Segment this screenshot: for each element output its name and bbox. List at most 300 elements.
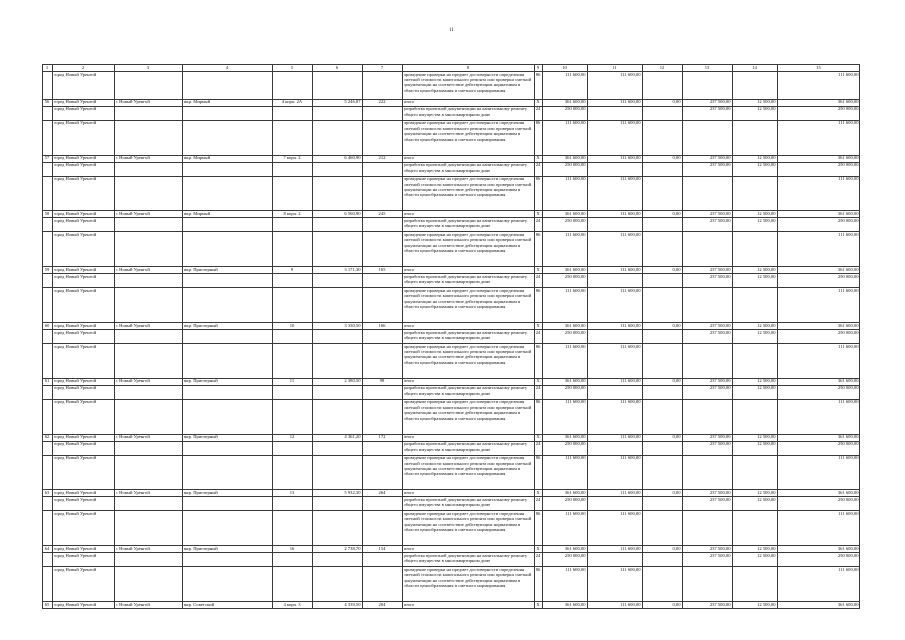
cell-col-9: X: [536, 545, 540, 551]
column-rule-0: [42, 64, 43, 609]
cell-col-5: 4 корп. 2А: [281, 99, 303, 105]
cell-col-10: 361 600,00: [564, 155, 586, 161]
column-rule-11: [642, 64, 643, 609]
cell-col-10: 361 600,00: [564, 434, 586, 440]
cell-col-9: X: [536, 490, 540, 496]
row-number: 58: [44, 211, 50, 217]
cell-col-14: 12 500,00: [757, 441, 776, 447]
cell-col-9: 86: [535, 287, 541, 293]
cell-col-15: 250 000,00: [837, 218, 859, 224]
cell-col-4: мкр. Приозерный: [183, 490, 218, 496]
cell-col-15: 111 600,00: [838, 71, 859, 77]
cell-col-9: 24: [535, 552, 541, 558]
cell-col-6: 3 330,50: [344, 322, 361, 328]
cell-col-15: 111 600,00: [838, 455, 859, 461]
cell-col-12: 0,00: [672, 211, 681, 217]
cell-col-15: 250 000,00: [837, 385, 859, 391]
cell-col-3: г. Новый Уренгой: [115, 601, 150, 607]
cell-col-6: 6 460,90: [344, 155, 361, 161]
cell-col-10: 361 600,00: [564, 266, 586, 272]
cell-col-8: итого: [403, 266, 415, 272]
cell-col-4: мкр. Приозерный: [183, 266, 218, 272]
column-rule-15: [859, 64, 860, 609]
cell-col-8: проведение проверки на предмет достоверности определения сметной стоимости капитального ремонта или проверки сметной документации на соответствие действующим нормативам в области ценообразования и сметного нормирования: [403, 176, 532, 198]
cell-col-8: итого: [403, 211, 415, 217]
cell-col-12: 0,00: [672, 378, 681, 384]
cell-col-4: мкр. Приозерный: [183, 434, 218, 440]
cell-col-2: город Новый Уренгой: [53, 106, 97, 112]
cell-col-14: 12 500,00: [757, 273, 776, 279]
cell-col-10: 361 600,00: [564, 490, 586, 496]
cell-col-13: 237 500,00: [709, 99, 731, 105]
cell-col-9: X: [536, 601, 540, 607]
cell-col-13: 237 500,00: [709, 434, 731, 440]
cell-col-2: город Новый Уренгой: [53, 399, 97, 405]
cell-col-2: город Новый Уренгой: [53, 71, 97, 77]
cell-col-13: 237 500,00: [709, 106, 731, 112]
cell-col-10: 111 600,00: [565, 232, 586, 237]
row-number: 63: [44, 490, 50, 496]
cell-col-14: 12 500,00: [757, 490, 776, 496]
cell-col-15: 250 000,00: [837, 329, 859, 335]
cell-col-7: 172: [378, 434, 386, 440]
cell-col-9: X: [536, 322, 540, 328]
cell-col-3: г. Новый Уренгой: [115, 322, 150, 328]
column-header-9: 9: [536, 64, 540, 70]
cell-col-2: город Новый Уренгой: [53, 497, 97, 502]
cell-col-10: 250 000,00: [564, 273, 586, 279]
cell-col-2: город Новый Уренгой: [53, 566, 97, 572]
cell-col-10: 250 000,00: [564, 329, 586, 335]
cell-col-2: город Новый Уренгой: [53, 434, 97, 440]
cell-col-11: 111 600,00: [620, 601, 641, 607]
cell-col-2: город Новый Уренгой: [53, 490, 97, 496]
cell-col-10: 111 600,00: [565, 510, 586, 516]
cell-col-14: 12 500,00: [757, 378, 776, 384]
cell-col-6: 6 560,90: [344, 211, 361, 217]
cell-col-10: 250 000,00: [564, 385, 586, 391]
cell-col-2: город Новый Уренгой: [53, 176, 97, 182]
column-rule-10: [587, 64, 588, 609]
cell-col-11: 111 600,00: [620, 399, 641, 405]
cell-col-8: разработка проектной документации на капитальному ремонту общего имущества в многоквартирном доме: [403, 329, 528, 341]
cell-col-5: 16: [289, 545, 295, 551]
cell-col-11: 111 600,00: [620, 378, 641, 384]
cell-col-15: 111 600,00: [838, 120, 859, 126]
cell-col-11: 111 600,00: [620, 99, 641, 105]
cell-col-9: X: [536, 266, 540, 272]
cell-col-8: итого: [403, 99, 415, 105]
row-number: 62: [44, 434, 50, 440]
column-rule-7: [402, 64, 403, 609]
cell-col-14: 12 500,00: [757, 434, 776, 440]
column-rule-2: [114, 64, 115, 609]
cell-col-9: 24: [535, 329, 541, 335]
cell-col-13: 237 500,00: [709, 329, 731, 335]
cell-col-8: итого: [403, 322, 415, 328]
cell-col-11: 111 600,00: [620, 211, 641, 217]
cell-col-8: итого: [403, 378, 415, 384]
cell-col-2: город Новый Уренгой: [53, 162, 97, 168]
column-header-10: 10: [562, 64, 567, 70]
cell-col-9: X: [536, 378, 540, 384]
column-rule-4: [272, 64, 273, 609]
column-rule-14: [777, 64, 778, 609]
cell-col-12: 0,00: [672, 490, 681, 496]
column-rule-5: [312, 64, 313, 609]
cell-col-2: город Новый Уренгой: [53, 232, 97, 237]
cell-col-7: 222: [378, 99, 386, 105]
cell-col-8: проведение проверки на предмет достоверности определения сметной стоимости капитального ремонта или проверки сметной документации на соответствие действующим нормативам в области ценообразования и сметного нормирования: [403, 399, 532, 421]
cell-col-5: 10: [289, 322, 295, 328]
cell-col-14: 12 500,00: [757, 155, 776, 161]
cell-col-12: 0,00: [672, 266, 681, 272]
column-rule-6: [362, 64, 363, 609]
column-header-4: 4: [225, 64, 229, 70]
cell-col-13: 237 500,00: [709, 497, 731, 502]
cell-col-9: 24: [535, 497, 541, 502]
cell-col-8: итого: [403, 155, 415, 161]
cell-col-12: 0,00: [672, 99, 681, 105]
cell-col-8: разработка проектной документации на капитальному ремонту общего имущества в многоквартирном доме: [403, 218, 528, 229]
cell-col-9: 24: [535, 218, 541, 224]
cell-col-11: 111 600,00: [620, 566, 641, 572]
cell-col-13: 237 500,00: [709, 155, 731, 161]
cell-col-8: проведение проверки на предмет достоверности определения сметной стоимости капитального ремонта или проверки сметной документации на соответствие действующим нормативам в области ценообразования и сметного нормирования: [403, 232, 532, 254]
column-header-6: 6: [335, 64, 339, 70]
cell-col-9: 86: [535, 399, 541, 405]
cell-col-12: 0,00: [672, 601, 681, 607]
cell-col-11: 111 600,00: [620, 120, 641, 126]
cell-col-2: город Новый Уренгой: [53, 322, 97, 328]
cell-col-6: 2 380,50: [344, 378, 361, 384]
cell-col-2: город Новый Уренгой: [53, 378, 97, 384]
column-header-13: 13: [704, 64, 710, 70]
cell-col-5: 7 корп. 2: [283, 155, 301, 161]
cell-col-13: 237 500,00: [709, 273, 731, 279]
cell-col-14: 12 500,00: [757, 106, 776, 112]
cell-col-10: 250 000,00: [564, 106, 586, 112]
cell-col-9: 86: [535, 455, 541, 461]
cell-col-9: 24: [535, 441, 541, 447]
cell-col-10: 361 600,00: [564, 601, 586, 607]
cell-col-9: 86: [535, 343, 541, 349]
cell-col-11: 111 600,00: [620, 232, 641, 237]
cell-col-2: город Новый Уренгой: [53, 441, 97, 447]
cell-col-15: 111 600,00: [838, 566, 859, 572]
column-rule-1: [52, 64, 53, 609]
cell-col-11: 111 600,00: [620, 510, 641, 516]
cell-col-11: 111 600,00: [620, 455, 641, 461]
cell-col-2: город Новый Уренгой: [53, 385, 97, 391]
cell-col-12: 0,00: [672, 434, 681, 440]
cell-col-10: 111 600,00: [565, 120, 586, 126]
cell-col-9: 24: [535, 106, 541, 112]
cell-col-6: 2 738,70: [344, 545, 361, 551]
cell-col-7: 264: [378, 490, 386, 496]
cell-col-9: 86: [535, 566, 541, 572]
cell-col-5: 9: [290, 266, 294, 272]
cell-col-6: 3 171,30: [344, 266, 361, 272]
cell-col-9: 24: [535, 273, 541, 279]
column-header-15: 15: [816, 64, 821, 70]
cell-col-11: 111 600,00: [620, 545, 641, 551]
cell-col-15: 361 600,00: [837, 601, 859, 607]
cell-col-14: 12 500,00: [757, 497, 776, 502]
cell-col-9: X: [536, 211, 540, 217]
cell-col-2: город Новый Уренгой: [53, 155, 97, 161]
cell-col-3: г. Новый Уренгой: [115, 434, 150, 440]
cell-col-7: 98: [379, 378, 385, 384]
cell-col-13: 237 500,00: [709, 545, 731, 551]
cell-col-2: город Новый Уренгой: [53, 552, 97, 558]
cell-col-8: проведение проверки на предмет достоверности определения сметной стоимости капитального ремонта или проверки сметной документации на соответствие действующим нормативам в области ценообразования и сметного нормирования: [403, 120, 532, 142]
column-header-12: 12: [659, 64, 665, 70]
cell-col-9: X: [536, 99, 540, 105]
cell-col-8: проведение проверки на предмет достоверности определения сметной стоимости капитального ремонта или проверки сметной документации на соответствие действующим нормативам в области ценообразования и сметного нормирования: [403, 566, 532, 588]
cell-col-11: 111 600,00: [620, 266, 641, 272]
cell-col-8: разработка проектной документации на капитальному ремонту общего имущества в многоквартирном доме: [403, 273, 528, 285]
cell-col-12: 0,00: [672, 155, 681, 161]
cell-col-2: город Новый Уренгой: [53, 120, 97, 126]
cell-col-14: 12 500,00: [757, 218, 776, 224]
cell-col-4: мкр. Приозерный: [183, 545, 218, 551]
cell-col-11: 111 600,00: [620, 434, 641, 440]
cell-col-15: 361 600,00: [837, 322, 859, 328]
cell-col-9: X: [536, 434, 540, 440]
cell-col-15: 361 600,00: [837, 490, 859, 496]
cell-col-11: 111 600,00: [620, 71, 641, 77]
cell-col-8: проведение проверки на предмет достоверности определения сметной стоимости капитального ремонта или проверки сметной документации на соответствие действующим нормативам в области ценообразования и сметного нормирования: [403, 71, 532, 93]
cell-col-13: 237 500,00: [709, 266, 731, 272]
cell-col-9: 24: [535, 162, 541, 168]
capital-repair-table: [42, 64, 860, 608]
cell-col-2: город Новый Уренгой: [53, 266, 97, 272]
cell-col-4: мкр. Мирный: [183, 155, 211, 161]
column-rule-12: [682, 64, 683, 609]
cell-col-9: 86: [535, 120, 541, 126]
cell-col-15: 361 600,00: [837, 545, 859, 551]
cell-col-15: 361 600,00: [837, 211, 859, 217]
cell-col-15: 250 000,00: [837, 441, 859, 447]
cell-col-3: г. Новый Уренгой: [115, 545, 150, 551]
cell-col-6: 5 932,30: [344, 490, 361, 496]
column-header-7: 7: [380, 64, 384, 70]
cell-col-9: X: [536, 155, 540, 161]
row-number: 65: [44, 601, 50, 607]
cell-col-5: 12: [289, 434, 295, 440]
cell-col-10: 361 600,00: [564, 545, 586, 551]
cell-col-15: 250 000,00: [837, 106, 859, 112]
cell-col-15: 361 600,00: [837, 99, 859, 105]
cell-col-3: г. Новый Уренгой: [115, 378, 150, 384]
cell-col-8: разработка проектной документации на капитальному ремонту общего имущества в многоквартирном доме: [403, 497, 528, 508]
cell-col-7: 166: [378, 322, 386, 328]
column-header-8: 8: [466, 64, 470, 70]
cell-col-6: 4 361,20: [344, 434, 361, 440]
cell-col-3: г. Новый Уренгой: [115, 99, 150, 105]
cell-col-4: мкр. Приозерный: [183, 322, 218, 328]
cell-col-13: 237 500,00: [709, 385, 731, 391]
cell-col-15: 361 600,00: [837, 434, 859, 440]
cell-col-10: 250 000,00: [564, 497, 586, 502]
cell-col-3: г. Новый Уренгой: [115, 155, 150, 161]
cell-col-8: итого: [403, 545, 415, 551]
column-rule-8: [534, 64, 535, 609]
cell-col-11: 111 600,00: [620, 490, 641, 496]
row-number: 57: [44, 155, 50, 161]
cell-col-9: 86: [535, 510, 541, 516]
cell-col-10: 111 600,00: [565, 343, 586, 349]
cell-col-8: проведение проверки на предмет достоверности определения сметной стоимости капитального ремонта или проверки сметной документации на соответствие действующим нормативам в области ценообразования и сметного нормирования: [403, 343, 532, 365]
row-number: 56: [44, 99, 50, 105]
cell-col-2: город Новый Уренгой: [53, 601, 97, 607]
cell-col-10: 111 600,00: [565, 287, 586, 293]
cell-col-10: 111 600,00: [565, 176, 586, 182]
cell-col-11: 111 600,00: [620, 322, 641, 328]
cell-col-7: 154: [378, 545, 386, 551]
cell-col-13: 237 500,00: [709, 490, 731, 496]
cell-col-15: 361 600,00: [837, 378, 859, 384]
cell-col-11: 111 600,00: [620, 155, 641, 161]
cell-col-10: 361 600,00: [564, 211, 586, 217]
cell-col-13: 237 500,00: [709, 378, 731, 384]
cell-col-15: 111 600,00: [838, 176, 859, 182]
page-number: 11: [449, 28, 454, 33]
cell-col-7: 165: [378, 266, 386, 272]
cell-col-2: город Новый Уренгой: [53, 329, 97, 335]
cell-col-2: город Новый Уренгой: [53, 99, 97, 105]
cell-col-14: 12 500,00: [757, 322, 776, 328]
cell-col-14: 12 500,00: [757, 266, 776, 272]
cell-col-15: 250 000,00: [837, 162, 859, 168]
cell-col-13: 237 500,00: [709, 552, 731, 558]
row-number: 64: [44, 545, 50, 551]
cell-col-7: 204: [378, 601, 386, 607]
cell-col-15: 361 600,00: [837, 266, 859, 272]
cell-col-3: г. Новый Уренгой: [115, 266, 150, 272]
cell-col-5: 4 корп. 3: [283, 601, 301, 607]
cell-col-15: 111 600,00: [838, 343, 859, 349]
cell-col-5: 13: [289, 490, 295, 496]
cell-col-10: 361 600,00: [564, 378, 586, 384]
cell-col-15: 250 000,00: [837, 497, 859, 502]
cell-col-15: 111 600,00: [838, 510, 859, 516]
column-header-11: 11: [612, 64, 617, 70]
cell-col-4: мкр. Советский: [183, 601, 215, 607]
cell-col-10: 361 600,00: [564, 99, 586, 105]
cell-col-9: 86: [535, 176, 541, 182]
cell-col-14: 12 500,00: [757, 99, 776, 105]
cell-col-11: 111 600,00: [620, 343, 641, 349]
cell-col-10: 111 600,00: [565, 399, 586, 405]
cell-col-6: 4 339,50: [344, 601, 361, 607]
column-header-3: 3: [146, 64, 150, 70]
cell-col-9: 86: [535, 71, 541, 77]
cell-col-8: разработка проектной документации на капитальному ремонту общего имущества в многоквартирном доме: [403, 441, 528, 452]
cell-col-2: город Новый Уренгой: [53, 343, 97, 349]
cell-col-10: 111 600,00: [565, 566, 586, 572]
cell-col-8: проведение проверки на предмет достоверности определения сметной стоимости капитального ремонта или проверки сметной документации на соответствие действующим нормативам в области ценообразования и сметного нормирования: [403, 287, 532, 309]
cell-col-3: г. Новый Уренгой: [115, 490, 150, 496]
row-number: 61: [44, 378, 50, 384]
cell-col-2: город Новый Уренгой: [53, 218, 97, 224]
cell-col-8: итого: [403, 434, 415, 440]
cell-col-10: 361 600,00: [564, 322, 586, 328]
column-header-1: 1: [45, 64, 49, 70]
cell-col-3: г. Новый Уренгой: [115, 211, 150, 217]
cell-col-14: 12 500,00: [757, 211, 776, 217]
cell-col-8: проведение проверки на предмет достоверности определения сметной стоимости капитального ремонта или проверки сметной документации на соответствие действующим нормативам в области ценообразования и сметного нормирования: [403, 510, 532, 533]
cell-col-14: 12 500,00: [757, 385, 776, 391]
cell-col-11: 111 600,00: [620, 176, 641, 182]
cell-col-2: город Новый Уренгой: [53, 455, 97, 461]
cell-col-9: 24: [535, 385, 541, 391]
cell-col-14: 12 500,00: [757, 552, 776, 558]
row-rule: [42, 608, 860, 609]
cell-col-5: 8 корп. 2: [283, 211, 301, 217]
cell-col-14: 12 500,00: [757, 329, 776, 335]
cell-col-2: город Новый Уренгой: [53, 211, 97, 217]
cell-col-11: 111 600,00: [620, 287, 641, 293]
column-rule-3: [182, 64, 183, 609]
cell-col-12: 0,00: [672, 322, 681, 328]
cell-col-8: разработка проектной документации на капитальному ремонту общего имущества в многоквартирном доме: [403, 162, 528, 173]
cell-col-10: 111 600,00: [565, 455, 586, 461]
cell-col-8: разработка проектной документации на капитальному ремонту общего имущества в многоквартирном доме: [403, 552, 528, 564]
cell-col-14: 12 500,00: [757, 545, 776, 551]
row-number: 60: [44, 322, 50, 328]
cell-col-14: 12 500,00: [757, 162, 776, 168]
column-header-2: 2: [81, 64, 85, 70]
cell-col-4: мкр. Приозерный: [183, 378, 218, 384]
cell-col-7: 245: [378, 211, 386, 217]
cell-col-8: разработка проектной документации на капитальному ремонту общего имущества в многоквартирном доме: [403, 385, 528, 396]
cell-col-2: город Новый Уренгой: [53, 510, 97, 516]
cell-col-9: 86: [535, 232, 541, 237]
cell-col-15: 361 600,00: [837, 155, 859, 161]
cell-col-2: город Новый Уренгой: [53, 287, 97, 293]
cell-col-13: 237 500,00: [709, 218, 731, 224]
cell-col-13: 237 500,00: [709, 211, 731, 217]
cell-col-13: 237 500,00: [709, 601, 731, 607]
cell-col-4: мкр. Мирный: [183, 211, 211, 217]
cell-col-2: город Новый Уренгой: [53, 273, 97, 279]
cell-col-10: 250 000,00: [564, 162, 586, 168]
cell-col-5: 11: [289, 378, 295, 384]
cell-col-14: 12 500,00: [757, 601, 776, 607]
cell-col-6: 5 246,07: [344, 99, 361, 105]
cell-col-10: 250 000,00: [564, 552, 586, 558]
cell-col-7: 212: [378, 155, 386, 161]
cell-col-4: мкр. Мирный: [183, 99, 211, 105]
table-border-top: [42, 64, 860, 65]
cell-col-13: 237 500,00: [709, 322, 731, 328]
cell-col-10: 250 000,00: [564, 441, 586, 447]
cell-col-15: 111 600,00: [838, 287, 859, 293]
cell-col-13: 237 500,00: [709, 162, 731, 168]
cell-col-15: 111 600,00: [838, 399, 859, 405]
row-number: 59: [44, 266, 50, 272]
cell-col-8: разработка проектной документации на капитальному ремонту общего имущества в многоквартирном доме: [403, 106, 528, 117]
cell-col-8: итого: [403, 601, 415, 607]
cell-col-12: 0,00: [672, 545, 681, 551]
cell-col-8: проведение проверки на предмет достоверности определения сметной стоимости капитального ремонта или проверки сметной документации на соответствие действующим нормативам в области ценообразования и сметного нормирования: [403, 455, 532, 477]
column-header-14: 14: [752, 64, 757, 70]
column-header-5: 5: [290, 64, 294, 70]
column-rule-13: [732, 64, 733, 609]
cell-col-15: 111 600,00: [838, 232, 859, 237]
